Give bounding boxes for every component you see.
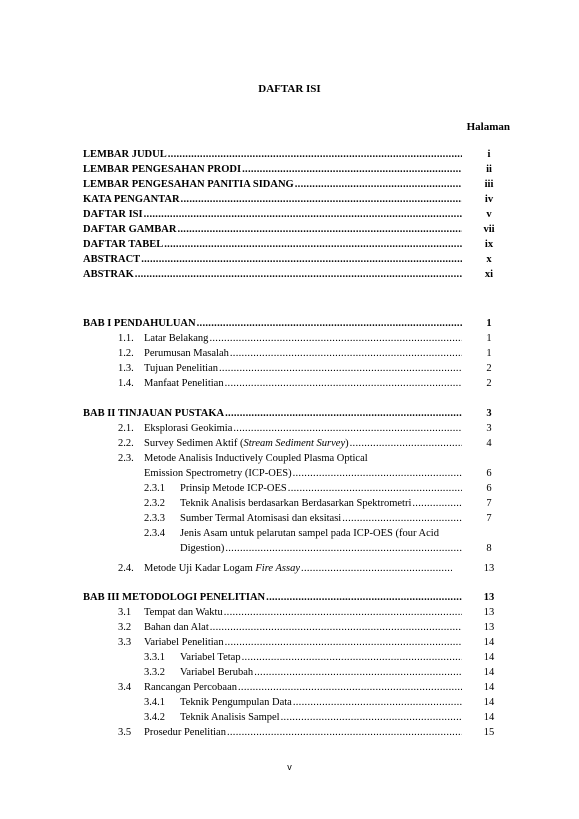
toc-entry: [0, 421, 579, 436]
toc-entry-page: 1: [486, 318, 492, 329]
toc-entry-page: 14: [483, 652, 495, 663]
toc-entry-page: x: [486, 254, 492, 265]
toc-entry: [0, 177, 579, 192]
toc-entry-label: Sumber Termal Atomisasi dan eksitasi: [180, 513, 342, 524]
page-number: v: [287, 762, 292, 772]
toc-entry: [0, 147, 579, 162]
toc-entry-page: iii: [484, 179, 494, 190]
dot-leader: [238, 680, 462, 695]
toc-entry-label: BAB III METODOLOGI PENELITIAN: [83, 592, 266, 603]
toc-entry-label: Perumusan Masalah: [144, 348, 229, 359]
toc-entry: [0, 346, 579, 361]
toc-entry-label: ABSTRAK: [83, 269, 134, 280]
toc-entry: [0, 710, 579, 725]
toc-entry-page: 14: [483, 637, 495, 648]
dot-leader: [281, 710, 462, 725]
toc-entry: [0, 590, 579, 605]
toc-entry-label: Metode Uji Kadar Logam Fire Assay: [144, 563, 301, 574]
toc-entry-label: Metode Analisis Inductively Coupled Plasma Optical: [144, 453, 368, 464]
toc-entry-label: Rancangan Percobaan: [144, 682, 237, 693]
toc-entry-page: 7: [486, 513, 492, 524]
toc-entry: [0, 207, 579, 222]
toc-entry-label: Variabel Penelitian: [144, 637, 224, 648]
dot-leader: [233, 421, 462, 436]
toc-entry: [0, 361, 579, 376]
toc-entry-page: 14: [483, 682, 495, 693]
toc-entry-label: Prinsip Metode ICP-OES: [180, 483, 287, 494]
toc-entry: [0, 650, 579, 665]
dot-leader: [224, 605, 462, 620]
toc-entry-label: Eksplorasi Geokimia: [144, 423, 233, 434]
dot-leader: [219, 361, 462, 376]
toc-entry-number: 1.3.: [118, 363, 134, 374]
toc-entry-label: Tempat dan Waktu: [144, 607, 223, 618]
toc-entry-page: 13: [483, 563, 495, 574]
toc-entry-number: 1.2.: [118, 348, 134, 359]
toc-entry-number: 2.3.: [118, 453, 134, 464]
dot-leader: [227, 725, 462, 740]
dot-leader: [144, 207, 462, 222]
toc-entry-number: 2.4.: [118, 563, 134, 574]
toc-entry: [0, 406, 579, 421]
toc-entry: [0, 561, 579, 576]
toc-entry-page: vii: [483, 224, 495, 235]
toc-entry: [0, 541, 579, 556]
toc-entry-number: 2.1.: [118, 423, 134, 434]
toc-entry-page: 1: [486, 348, 492, 359]
toc-entry: [0, 680, 579, 695]
toc-entry-page: 13: [483, 622, 495, 633]
toc-entry-number: 2.3.2: [144, 498, 165, 509]
toc-entry: [0, 267, 579, 282]
toc-entry-page: 13: [483, 607, 495, 618]
toc-entry: [0, 237, 579, 252]
dot-leader: [225, 406, 462, 421]
toc-entry-label: Variabel Berubah: [180, 667, 254, 678]
dot-leader: [210, 620, 462, 635]
halaman-header: Halaman: [466, 121, 510, 133]
toc-entry-number: 1.1.: [118, 333, 134, 344]
dot-leader: [293, 695, 462, 710]
dot-leader: [168, 147, 462, 162]
toc-entry-page: 2: [486, 363, 492, 374]
toc-entry-number: 3.3.1: [144, 652, 165, 663]
toc-entry-label: DAFTAR TABEL: [83, 239, 164, 250]
dot-leader: [225, 635, 462, 650]
toc-entry-label: BAB II TINJAUAN PUSTAKA: [83, 408, 225, 419]
toc-entry-page: ii: [486, 164, 492, 175]
toc-entry: [0, 620, 579, 635]
toc-entry-label: Teknik Analisis Sampel: [180, 712, 280, 723]
dot-leader: [164, 237, 462, 252]
dot-leader: [288, 481, 462, 496]
toc-entry-label: Variabel Tetap: [180, 652, 241, 663]
toc-entry-page: 8: [486, 543, 492, 554]
toc-entry-number: 3.5: [118, 727, 132, 738]
toc-entry-label: DAFTAR GAMBAR: [83, 224, 177, 235]
toc-entry-number: 2.3.4: [144, 528, 165, 539]
toc-entry: [0, 376, 579, 391]
toc-entry-label: Teknik Analisis berdasarkan Berdasarkan Spektrometri: [180, 498, 412, 509]
toc-entry-label: Jenis Asam untuk pelarutan sampel pada ICP-OES (four Acid: [180, 528, 439, 539]
toc-entry-number: 2.2.: [118, 438, 134, 449]
toc-entry: [0, 481, 579, 496]
toc-entry-page: 3: [486, 408, 492, 419]
dot-leader: [141, 252, 462, 267]
dot-leader: [295, 177, 462, 192]
toc-entry-label: Survey Sedimen Aktif (Stream Sediment Survey): [144, 438, 349, 449]
toc-entry-label: Prosedur Penelitian: [144, 727, 226, 738]
toc-entry: [0, 725, 579, 740]
toc-entry-page: 7: [486, 498, 492, 509]
toc-entry-number: 3.3.2: [144, 667, 165, 678]
dot-leader: [197, 316, 462, 331]
dot-leader: [225, 376, 462, 391]
toc-entry-number: 2.3.3: [144, 513, 165, 524]
toc-entry-label: LEMBAR JUDUL: [83, 149, 167, 160]
toc-entry-page: 2: [486, 378, 492, 389]
dot-leader: [412, 496, 462, 511]
toc-entry-page: xi: [484, 269, 494, 280]
toc-entry-label: ABSTRACT: [83, 254, 141, 265]
dot-leader: [293, 466, 462, 481]
toc-entry-continuation: Emission Spectrometry (ICP-OES): [144, 468, 292, 479]
toc-entry-page: iv: [484, 194, 494, 205]
toc-entry-label: BAB I PENDAHULUAN: [83, 318, 196, 329]
dot-leader: [225, 541, 462, 556]
toc-entry-number: 3.4.1: [144, 697, 165, 708]
toc-entry-label: Latar Belakang: [144, 333, 209, 344]
toc-entry-label: Teknik Pengumpulan Data: [180, 697, 292, 708]
toc-entry: [0, 436, 579, 451]
toc-entry-first-line: [118, 451, 368, 466]
toc-entry: [0, 331, 579, 346]
toc-entry-number: 2.3.1: [144, 483, 165, 494]
toc-entry: [0, 665, 579, 680]
toc-entry-label: DAFTAR ISI: [83, 209, 143, 220]
toc-entry-page: 4: [486, 438, 492, 449]
dot-leader: [301, 561, 452, 576]
toc-entry: [0, 605, 579, 620]
toc-entry-page: v: [486, 209, 492, 220]
toc-entry-page: 14: [483, 712, 495, 723]
toc-entry: [0, 695, 579, 710]
toc-entry: [0, 252, 579, 267]
toc-entry: [0, 635, 579, 650]
toc-entry-label: LEMBAR PENGESAHAN PRODI: [83, 164, 242, 175]
toc-entry-page: ix: [484, 239, 494, 250]
toc-entry-page: 13: [483, 592, 495, 603]
dot-leader: [254, 665, 462, 680]
toc-entry-page: 15: [483, 727, 495, 738]
toc-entry-page: 6: [486, 468, 492, 479]
page-title: DAFTAR ISI: [258, 83, 321, 95]
dot-leader: [209, 331, 462, 346]
toc-entry-page: 3: [486, 423, 492, 434]
toc-entry-label: Tujuan Penelitian: [144, 363, 218, 374]
toc-entry: [0, 316, 579, 331]
toc-entry-page: 1: [486, 333, 492, 344]
dot-leader: [266, 590, 462, 605]
toc-entry-first-line: [144, 526, 439, 541]
toc-entry: [0, 511, 579, 526]
toc-entry: [0, 222, 579, 237]
toc-entry-label: LEMBAR PENGESAHAN PANITIA SIDANG: [83, 179, 294, 190]
dot-leader: [135, 267, 462, 282]
dot-leader: [350, 436, 462, 451]
toc-entry: [0, 192, 579, 207]
toc-entry-number: 3.1: [118, 607, 132, 618]
toc-entry-number: 3.2: [118, 622, 132, 633]
toc-entry-number: 3.4.2: [144, 712, 165, 723]
toc-entry-number: 1.4.: [118, 378, 134, 389]
toc-entry-continuation: Digestion): [180, 543, 225, 554]
dot-leader: [181, 192, 462, 207]
dot-leader: [230, 346, 462, 361]
toc-entry-number: 3.4: [118, 682, 132, 693]
dot-leader: [242, 162, 462, 177]
toc-entry-label: KATA PENGANTAR: [83, 194, 180, 205]
toc-entry-number: 3.3: [118, 637, 132, 648]
toc-entry-label: Bahan dan Alat: [144, 622, 209, 633]
dot-leader: [342, 511, 462, 526]
toc-entry-page: 14: [483, 667, 495, 678]
toc-entry-page: 14: [483, 697, 495, 708]
dot-leader: [242, 650, 462, 665]
toc-entry: [0, 466, 579, 481]
toc-entry-page: i: [487, 149, 491, 160]
toc-entry-page: 6: [486, 483, 492, 494]
toc-entry: [0, 162, 579, 177]
toc-entry: [0, 496, 579, 511]
dot-leader: [177, 222, 462, 237]
toc-entry-label: Manfaat Penelitian: [144, 378, 224, 389]
